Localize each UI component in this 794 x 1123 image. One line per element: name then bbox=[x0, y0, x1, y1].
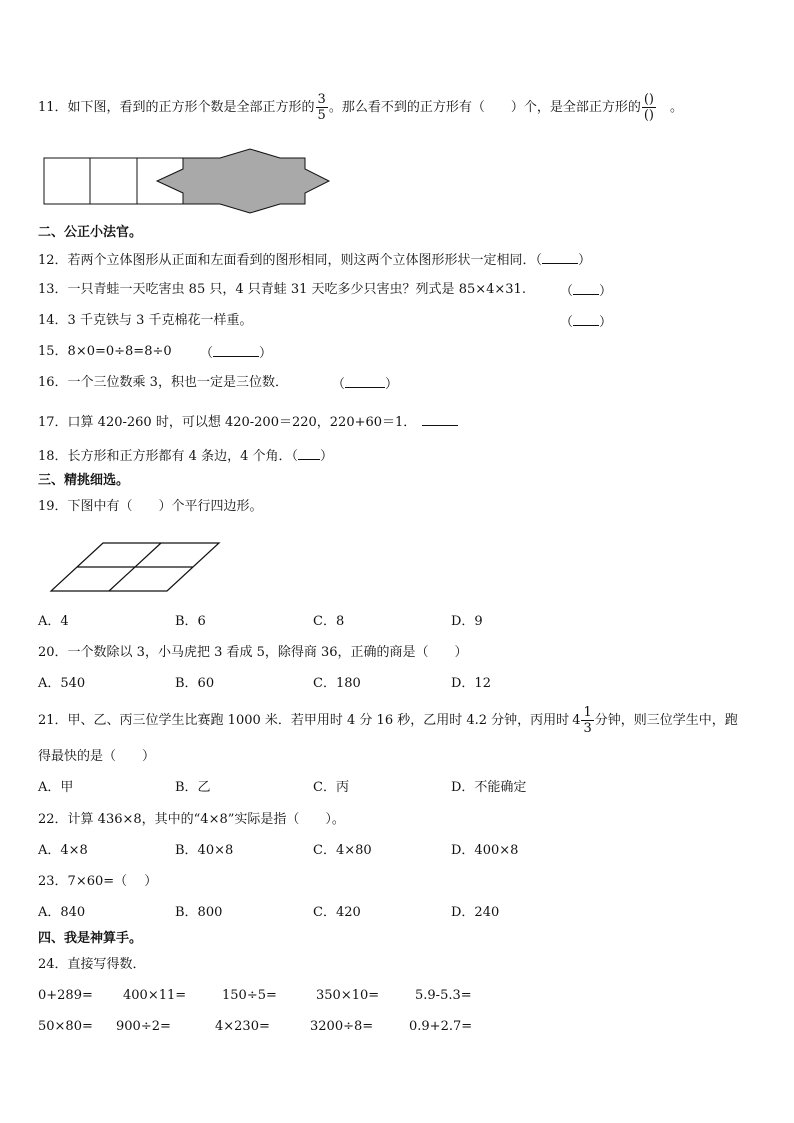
q19-option-c[interactable]: C．8 bbox=[313, 614, 345, 629]
cover-star-shape bbox=[157, 149, 329, 213]
square-1 bbox=[44, 158, 90, 204]
q21-option-a[interactable]: A．甲 bbox=[38, 780, 74, 795]
q22-option-a[interactable]: A．4×8 bbox=[38, 843, 88, 858]
q11-blank-fraction: $\frac{()}{()}$ bbox=[643, 92, 654, 123]
q22-option-c[interactable]: C．4×80 bbox=[313, 843, 372, 858]
q15-answer-parens: （ ） bbox=[200, 346, 273, 361]
question-14: 14．3 千克铁与 3 千克棉花一样重。 bbox=[38, 313, 253, 328]
question-11 bbox=[38, 92, 683, 123]
q11-fraction-three-fifths: $\frac{3}{5}$ bbox=[317, 92, 326, 123]
q23-option-a[interactable]: A．840 bbox=[38, 905, 86, 920]
q21-option-c[interactable]: C．丙 bbox=[313, 780, 349, 795]
q15-answer-blank[interactable] bbox=[213, 344, 259, 357]
q23-option-c[interactable]: C．420 bbox=[313, 905, 361, 920]
q20-option-d[interactable]: D．12 bbox=[451, 676, 491, 691]
q20-option-c[interactable]: C．180 bbox=[313, 676, 361, 691]
q19-option-b[interactable]: B．6 bbox=[175, 614, 206, 629]
question-16: 16．一个三位数乘 3，积也一定是三位数． bbox=[38, 375, 288, 390]
calc-row1-item4: 350×10= bbox=[316, 988, 380, 1003]
q21-option-b[interactable]: B．乙 bbox=[175, 780, 211, 795]
q21-mixed-number-fraction: $\frac{1}{3}$ bbox=[583, 705, 592, 736]
q19-option-a[interactable]: A．4 bbox=[38, 614, 69, 629]
section-3-title: 三、精挑细选。 bbox=[38, 473, 130, 488]
q11-text-post: 。 bbox=[657, 100, 684, 115]
question-12: 12．若两个立体图形从正面和左面看到的图形相同，则这两个立体图形形状一定相同．（ ） bbox=[38, 253, 592, 268]
calc-row2-item4: 3200÷8= bbox=[310, 1019, 374, 1034]
calc-row1-item5: 5.9-5.3= bbox=[415, 988, 472, 1003]
q19-parallelogram-figure bbox=[48, 540, 223, 594]
calc-row2-item5: 0.9+2.7= bbox=[409, 1019, 473, 1034]
section-4-title: 四、我是神算手。 bbox=[38, 931, 143, 946]
calc-row1-item1: 0+289= bbox=[38, 988, 93, 1003]
q23-option-d[interactable]: D．240 bbox=[451, 905, 500, 920]
q11-squares-figure bbox=[40, 148, 340, 214]
question-24: 24．直接写得数． bbox=[38, 957, 146, 972]
q20-option-b[interactable]: B．60 bbox=[175, 676, 215, 691]
question-23: 23．7×60=（ ） bbox=[38, 874, 158, 889]
q23-option-b[interactable]: B．800 bbox=[175, 905, 223, 920]
q22-option-d[interactable]: D．400×8 bbox=[451, 843, 519, 858]
q20-option-a[interactable]: A．540 bbox=[38, 676, 86, 691]
q14-answer-blank[interactable] bbox=[573, 313, 599, 326]
calc-row1-item2: 400×11= bbox=[123, 988, 187, 1003]
calc-row2-item2: 900÷2= bbox=[116, 1019, 171, 1034]
question-19: 19．下图中有（ ）个平行四边形。 bbox=[38, 499, 263, 514]
question-21-line-1: 21．甲、乙、丙三位学生比赛跑 1000 米．若甲用时 4 分 16 秒，乙用时 4.2 分钟，丙用时 4 $\frac{1}{3}$ 分钟，则三位学生中，跑 bbox=[38, 705, 738, 736]
q17-answer-blank[interactable] bbox=[422, 413, 458, 426]
square-2 bbox=[90, 158, 137, 204]
question-15: 15．8×0=0÷8=8÷0 bbox=[38, 344, 172, 359]
q16-answer-blank[interactable] bbox=[345, 375, 385, 388]
q21-mixed-number-whole: 4 bbox=[572, 713, 581, 728]
calc-row1-item3: 150÷5= bbox=[222, 988, 277, 1003]
q22-option-b[interactable]: B．40×8 bbox=[175, 843, 234, 858]
q11-text-pre: 11．如下图，看到的正方形个数是全部正方形的 bbox=[38, 100, 315, 115]
q19-option-d[interactable]: D．9 bbox=[451, 614, 483, 629]
question-22: 22．计算 436×8，其中的“4×8”实际是指（ ）。 bbox=[38, 812, 345, 827]
q11-text-mid: 。那么看不到的正方形有（ ）个，是全部正方形的 bbox=[328, 100, 641, 115]
q13-answer-parens: （ ） bbox=[560, 284, 613, 299]
q21-option-d[interactable]: D．不能确定 bbox=[451, 780, 527, 795]
calc-row2-item3: 4×230= bbox=[215, 1019, 270, 1034]
q13-answer-blank[interactable] bbox=[573, 282, 599, 295]
question-13: 13．一只青蛙一天吃害虫 85 只，4 只青蛙 31 天吃多少只害虫？列式是 85×4×31. bbox=[38, 282, 526, 297]
question-17: 17．口算 420-260 时，可以想 420-200＝220，220+60＝1． bbox=[38, 413, 458, 431]
question-18: 18．长方形和正方形都有 4 条边，4 个角．（ ） bbox=[38, 449, 333, 464]
question-21-line-2: 得最快的是（ ） bbox=[38, 749, 156, 764]
section-2-title: 二、公正小法官。 bbox=[38, 225, 143, 240]
q12-answer-blank[interactable] bbox=[542, 251, 578, 264]
q18-answer-blank[interactable] bbox=[298, 447, 320, 460]
question-20: 20．一个数除以 3，小马虎把 3 看成 5，除得商 36，正确的商是（ ） bbox=[38, 645, 468, 660]
q14-answer-parens: （ ） bbox=[560, 315, 613, 330]
q16-answer-parens: （ ） bbox=[332, 377, 399, 392]
calc-row2-item1: 50×80= bbox=[38, 1019, 93, 1034]
